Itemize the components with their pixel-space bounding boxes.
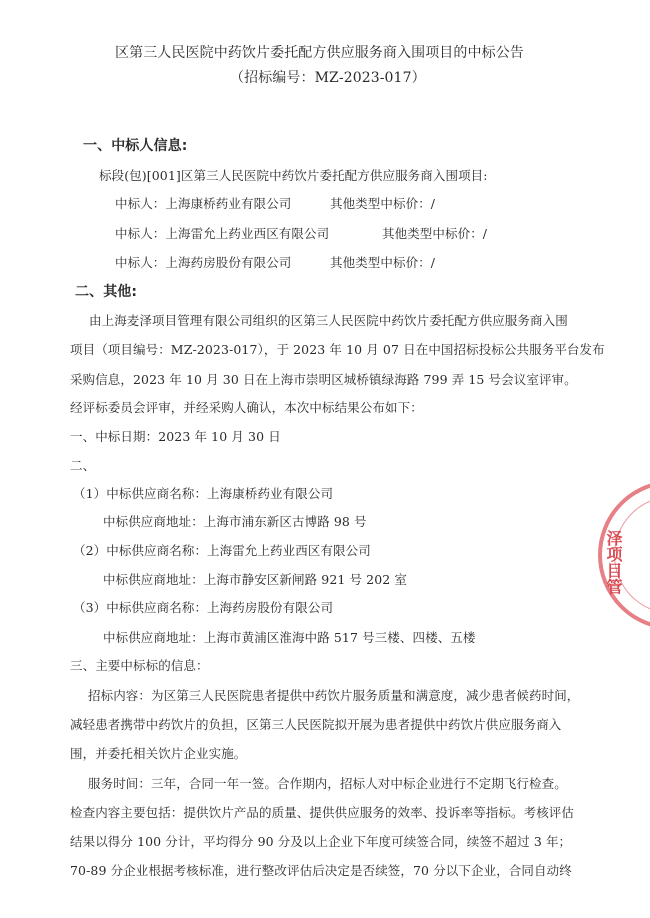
section-2-heading: 二、其他: bbox=[75, 284, 138, 300]
para1-line2: 项目（项目编号：MZ-2023-017），于 2023 年 10 月 07 日在中国招标投标公共服务平台发布 bbox=[70, 342, 605, 357]
winner-1-price: 其他类型中标价：/ bbox=[330, 196, 436, 211]
seal-text: 泽项目管 bbox=[604, 530, 623, 595]
supplier-2-name: （2）中标供应商名称：上海雷允上药业西区有限公司 bbox=[73, 543, 371, 558]
tender-code: （招标编号：MZ-2023-017） bbox=[230, 70, 426, 86]
para1-line3: 采购信息，2023 年 10 月 30 日在上海市崇明区城桥镇绿海路 799 弄 15 号会议室评审。 bbox=[70, 372, 577, 387]
item-2: 二、 bbox=[70, 458, 96, 473]
lot-line: 标段(包)[001]区第三人民医院中药饮片委托配方供应服务商入围项目: bbox=[99, 168, 488, 183]
doc-title: 区第三人民医院中药饮片委托配方供应服务商入围项目的中标公告 bbox=[115, 45, 524, 61]
section-1-heading: 一、中标人信息: bbox=[83, 138, 188, 154]
supplier-1-name: （1）中标供应商名称：上海康桥药业有限公司 bbox=[73, 486, 334, 501]
supplier-3-addr: 中标供应商地址：上海市黄浦区淮海中路 517 号三楼、四楼、五楼 bbox=[103, 630, 476, 645]
winner-2-price: 其他类型中标价：/ bbox=[382, 226, 488, 241]
para4-line2: 检查内容主要包括：提供饮片产品的质量、提供供应服务的效率、投诉率等指标。考核评估 bbox=[70, 805, 575, 820]
para2: 经评标委员会评审，并经采购人确认，本次中标结果公布如下： bbox=[70, 400, 423, 415]
winner-1: 中标人：上海康桥药业有限公司 bbox=[115, 196, 292, 211]
winner-3-price: 其他类型中标价：/ bbox=[330, 255, 436, 270]
para4-line3: 结果以得分 100 分计，平均得分 90 分及以上企业下年度可续签合同，续签不超过 3 年； bbox=[70, 834, 572, 849]
para1-line1: 由上海麦泽项目管理有限公司组织的区第三人民医院中药饮片委托配方供应服务商入围 bbox=[89, 313, 568, 328]
item-3: 三、主要中标标的信息： bbox=[70, 658, 209, 673]
para4-line1: 服务时间：三年，合同一年一签。合作期内，招标人对中标企业进行不定期飞行检查。 bbox=[88, 776, 567, 791]
supplier-2-addr: 中标供应商地址：上海市静安区新闸路 921 号 202 室 bbox=[103, 572, 408, 587]
item-1-date: 一、中标日期：2023 年 10 月 30 日 bbox=[70, 429, 281, 444]
supplier-1-addr: 中标供应商地址：上海市浦东新区古博路 98 号 bbox=[103, 514, 367, 529]
para3-line2: 减轻患者携带中药饮片的负担，区第三人民医院拟开展为患者提供中药饮片供应服务商入 bbox=[70, 717, 562, 732]
winner-2: 中标人：上海雷允上药业西区有限公司 bbox=[115, 226, 330, 241]
para3-line3: 围，并委托相关饮片企业实施。 bbox=[70, 746, 247, 761]
winner-3: 中标人：上海药房股份有限公司 bbox=[115, 255, 292, 270]
para3-line1: 招标内容：为区第三人民医院患者提供中药饮片服务质量和满意度，减少患者候药时间， bbox=[88, 688, 580, 703]
supplier-3-name: （3）中标供应商名称：上海药房股份有限公司 bbox=[73, 600, 334, 615]
para4-line4: 70-89 分企业根据考核标准，进行整改评估后决定是否续签，70 分以下企业，合同自动终 bbox=[70, 863, 572, 878]
